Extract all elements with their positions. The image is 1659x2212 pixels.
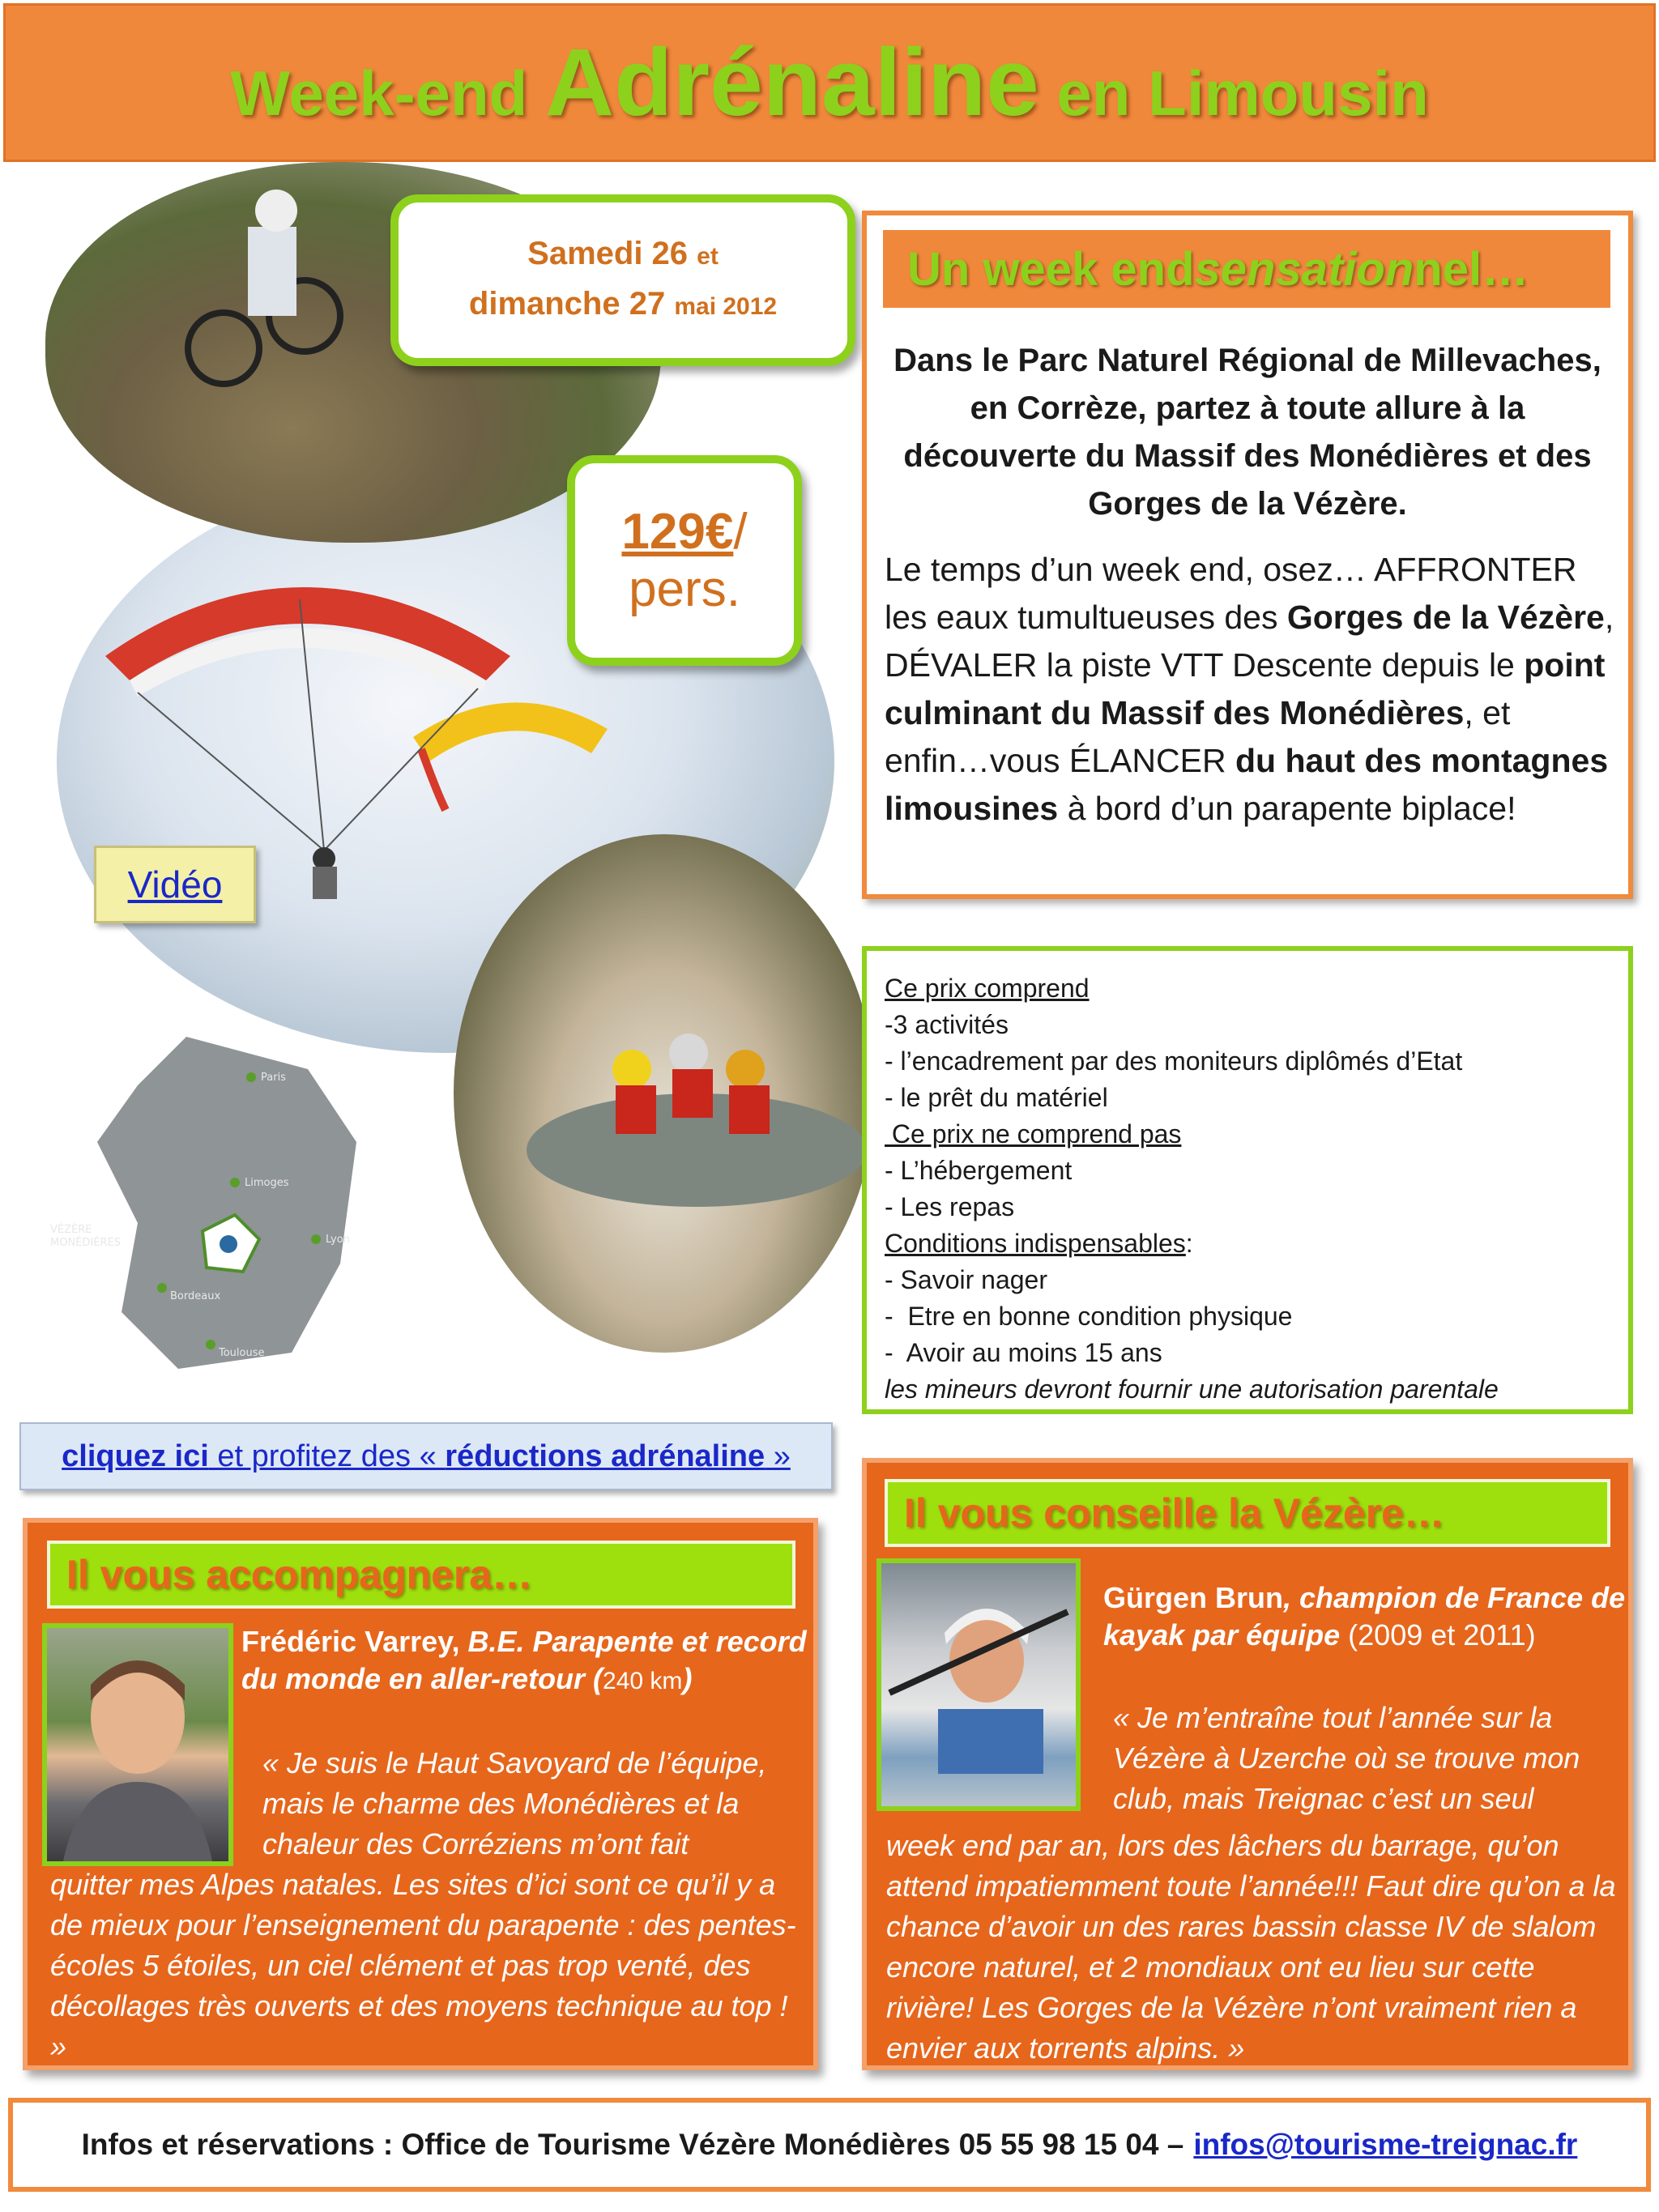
- page-title: Week-end Adrénaline en Limousin: [230, 29, 1429, 136]
- event-date-box: Samedi 26 et dimanche 27 mai 2012: [390, 194, 855, 366]
- map-label-bordeaux: Bordeaux: [170, 1290, 221, 1302]
- minors-note: les mineurs devront fournir une autorisation parentale: [885, 1375, 1499, 1404]
- list-item: - Les repas: [885, 1192, 1015, 1221]
- jacket: [63, 1782, 212, 1861]
- champion-quote-end: week end par an, lors des lâchers du barrage, qu’on attend impatiemment toute l’année!!! Faut dire qu’on a la chance d’avoir un des rares bassin classe IV de slalom encore naturel, et 2 mondiaux ont eu lieu sur cette rivière! Les Gorges de la Vézère n’ont vraiment rien a envier aux torrents alpins. »: [886, 1829, 1616, 2065]
- kayak-vest: [938, 1709, 1043, 1774]
- footer-contact: [8, 2098, 1651, 2192]
- includes-heading: Ce prix comprend: [885, 974, 1090, 1003]
- map-label-vezere: VÉZÈRE: [50, 1224, 92, 1236]
- list-item: - le prêt du matériel: [885, 1083, 1108, 1112]
- map-label-monedieres: MONÉDIÈRES: [50, 1237, 121, 1249]
- pilot-figure: [313, 847, 335, 870]
- list-item: - Savoir nager: [885, 1265, 1047, 1294]
- excludes-heading: Ce prix ne comprend pas: [885, 1119, 1182, 1149]
- map-label-limoges: Limoges: [245, 1177, 289, 1189]
- helmet: [669, 1034, 708, 1072]
- price-unit: pers.: [629, 560, 740, 617]
- intro-heading: Un week end sensation nel…: [883, 230, 1610, 308]
- price-amount: 129€: [621, 503, 734, 560]
- paraglider-wing-yellow: [413, 702, 608, 761]
- rider-figure: [248, 227, 296, 316]
- list-item: - Etre en bonne condition physique: [885, 1302, 1293, 1331]
- guide-portrait: [42, 1623, 233, 1866]
- list-item: - l’encadrement par des moniteurs diplômés d’Etat: [885, 1046, 1463, 1076]
- map-label-lyon: Lyon: [326, 1234, 350, 1246]
- intro-lead: Dans le Parc Naturel Régional de Millevaches, en Corrèze, partez à toute allure à la découverte du Massif des Monédières et des Gorges de la Vézère.: [893, 343, 1601, 522]
- champion-portrait: [876, 1558, 1081, 1811]
- helmet: [612, 1050, 651, 1089]
- video-link[interactable]: Vidéo: [94, 846, 256, 923]
- list-item: -3 activités: [885, 1010, 1009, 1039]
- champion-quote-start: « Je m’entraîne tout l’année sur la Vézère à Uzerche où se trouve mon club, mais Treignac c’est un seul: [1113, 1701, 1580, 1815]
- helmet: [726, 1050, 765, 1089]
- price-box: 129€/ pers.: [567, 455, 802, 666]
- header-banner: [3, 3, 1656, 162]
- list-item: - L’hébergement: [885, 1156, 1073, 1185]
- location-marker-icon: [220, 1235, 237, 1253]
- email-link[interactable]: infos@tourisme-treignac.fr: [1193, 2128, 1578, 2161]
- rafting-photo: [454, 834, 875, 1353]
- france-map: [49, 1021, 389, 1393]
- guide-quote-end: quitter mes Alpes natales. Les sites d’ici sont ce qu’il y a de mieux pour l’enseignement du parapente : des pentes-écoles 5 étoiles, un ciel clément et pas trop venté, des décollages très ouverts et des moyens technique au top ! »: [50, 1868, 796, 2063]
- list-item: - Avoir au moins 15 ans: [885, 1338, 1162, 1367]
- champion-heading: Il vous conseille la Vézère…: [885, 1479, 1610, 1547]
- footer-info: Infos et réservations : Office de Tourisme Vézère Monédières 05 55 98 15 04 –: [81, 2128, 1184, 2161]
- france-shape: [97, 1037, 356, 1369]
- conditions-heading: Conditions indispensables:: [885, 1229, 1193, 1258]
- map-label-toulouse: Toulouse: [219, 1347, 265, 1359]
- guide-name: Frédéric Varrey, B.E. Parapente et record du monde en aller-retour (240 km): [241, 1625, 807, 1695]
- bike-wheel: [188, 313, 259, 384]
- reductions-link[interactable]: cliquez ici et profitez des « réductions adrénaline »: [19, 1422, 833, 1490]
- champion-name: Gürgen Brun, champion de France de kayak par équipe (2009 et 2011): [1103, 1581, 1626, 1652]
- guide-heading: Il vous accompagnera…: [47, 1541, 795, 1609]
- guide-quote-start: « Je suis le Haut Savoyard de l’équipe, mais le charme des Monédières et la chaleur des Corréziens m’ont fait: [262, 1746, 767, 1860]
- intro-body: Le temps d’un week end, osez… AFFRONTER les eaux tumultueuses des Gorges de la Vézère, DÉVALER la piste VTT Descente depuis le point culminant du Massif des Monédières, et enfin…vous ÉLANCER du haut des montagnes limousines à bord d’un parapente biplace!: [885, 551, 1614, 827]
- map-label-paris: Paris: [261, 1072, 286, 1084]
- price-details-panel: [862, 946, 1633, 1414]
